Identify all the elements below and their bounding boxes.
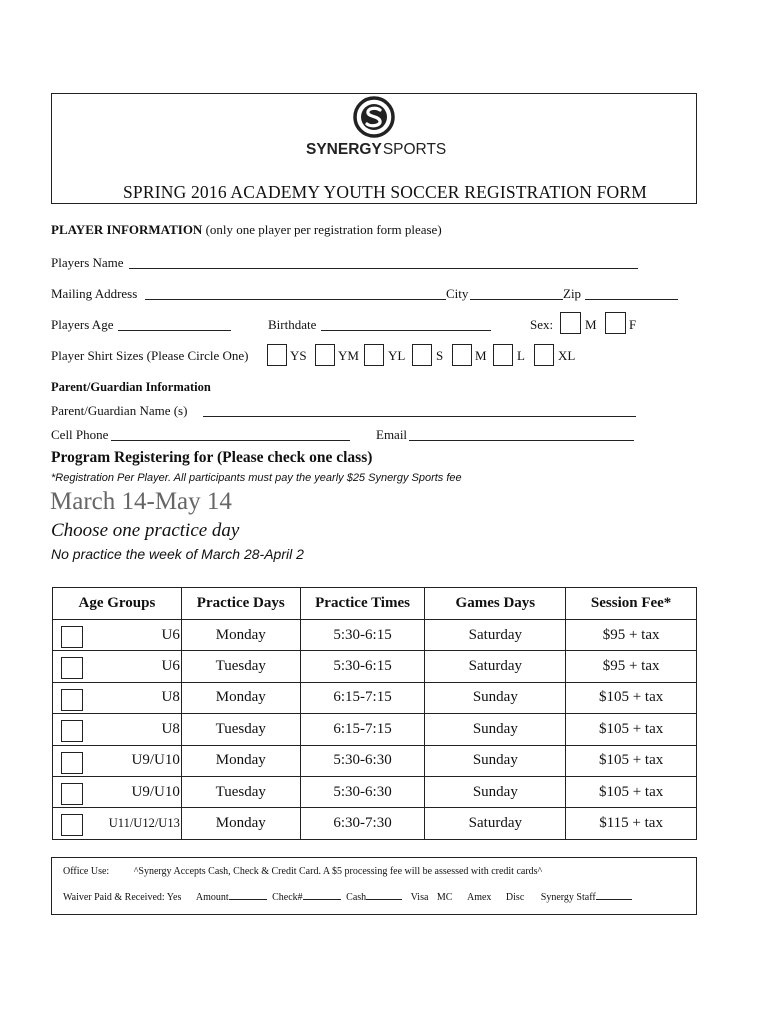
size-ym-checkbox[interactable] bbox=[315, 344, 335, 366]
table-row bbox=[53, 714, 697, 745]
no-practice-note: No practice the week of March 28-April 2 bbox=[51, 546, 304, 562]
office-use-label: Office Use: bbox=[63, 866, 110, 877]
session-fee: $105 + tax bbox=[566, 745, 697, 776]
game-day: Sunday bbox=[425, 714, 566, 745]
staff-field[interactable] bbox=[596, 891, 632, 900]
practice-day: Monday bbox=[181, 620, 300, 651]
guardian-heading: Parent/Guardian Information bbox=[51, 380, 211, 394]
size-ym-label: YM bbox=[338, 348, 359, 363]
registration-note: *Registration Per Player. All participants must pay the yearly $25 Synergy Sports fee bbox=[51, 472, 462, 484]
program-title: Program Registering for (Please check one class) bbox=[51, 449, 373, 466]
amount-label: Amount bbox=[195, 892, 229, 903]
cash-label: Cash bbox=[346, 892, 367, 903]
sex-m-label: M bbox=[585, 317, 597, 332]
player-info-note: (only one player per registration form please) bbox=[205, 222, 442, 237]
logo-text-bold: SYNERGY bbox=[306, 141, 382, 158]
practice-day: Tuesday bbox=[181, 651, 300, 682]
size-yl-checkbox[interactable] bbox=[364, 344, 384, 366]
game-day: Saturday bbox=[425, 620, 566, 651]
amount-field[interactable] bbox=[229, 891, 267, 900]
size-m-checkbox[interactable] bbox=[452, 344, 472, 366]
game-day: Sunday bbox=[425, 682, 566, 713]
office-row-1 bbox=[63, 866, 542, 877]
header-session-fee: Session Fee* bbox=[566, 588, 697, 620]
svg-text:SYNERGYSPORTS bbox=[306, 141, 446, 158]
session-fee: $105 + tax bbox=[566, 682, 697, 713]
mailing-address-field[interactable] bbox=[145, 299, 446, 300]
session-fee: $95 + tax bbox=[566, 651, 697, 682]
size-s-checkbox[interactable] bbox=[412, 344, 432, 366]
mailing-address-label: Mailing Address bbox=[51, 286, 138, 301]
sex-m-checkbox[interactable] bbox=[560, 312, 581, 334]
practice-time: 5:30-6:15 bbox=[300, 620, 425, 651]
class-checkbox[interactable] bbox=[61, 814, 83, 836]
session-fee: $105 + tax bbox=[566, 776, 697, 807]
schedule-header-row bbox=[53, 588, 697, 620]
schedule-table bbox=[52, 587, 697, 840]
class-checkbox[interactable] bbox=[61, 783, 83, 805]
players-age-field[interactable] bbox=[118, 330, 231, 331]
header-games-days: Games Days bbox=[425, 588, 566, 620]
practice-day: Monday bbox=[181, 808, 300, 839]
age-cell bbox=[53, 808, 182, 839]
size-ys-checkbox[interactable] bbox=[267, 344, 287, 366]
age-group: U6 bbox=[161, 626, 180, 643]
logo-text-light: SPORTS bbox=[382, 141, 447, 158]
game-day: Sunday bbox=[425, 776, 566, 807]
office-use-box bbox=[51, 857, 697, 915]
size-xl-checkbox[interactable] bbox=[534, 344, 554, 366]
session-fee: $95 + tax bbox=[566, 620, 697, 651]
header-age-groups: Age Groups bbox=[53, 588, 182, 620]
practice-day: Monday bbox=[181, 745, 300, 776]
age-group: U11/U12/U13 bbox=[108, 816, 180, 831]
check-field[interactable] bbox=[303, 891, 341, 900]
practice-time: 5:30-6:30 bbox=[300, 776, 425, 807]
waiver-label: Waiver Paid & Received: Yes bbox=[63, 892, 182, 903]
player-info-heading: PLAYER INFORMATION bbox=[51, 222, 203, 237]
size-yl-label: YL bbox=[388, 348, 406, 363]
shirt-sizes-label: Player Shirt Sizes (Please Circle One) bbox=[51, 348, 249, 363]
players-name-label: Players Name bbox=[51, 255, 124, 270]
player-info-heading-row bbox=[51, 222, 442, 238]
size-s-label: S bbox=[436, 348, 444, 363]
cell-phone-field[interactable] bbox=[111, 440, 350, 441]
age-group: U6 bbox=[161, 658, 180, 675]
disc-label: Disc bbox=[505, 892, 525, 903]
age-group: U9/U10 bbox=[131, 783, 180, 800]
table-row bbox=[53, 651, 697, 682]
cell-phone-label: Cell Phone bbox=[51, 427, 109, 442]
size-l-label: L bbox=[517, 348, 525, 363]
game-day: Saturday bbox=[425, 808, 566, 839]
class-checkbox[interactable] bbox=[61, 720, 83, 742]
payment-note: ^Synergy Accepts Cash, Check & Credit Card. A $5 processing fee will be assessed with credit cards^ bbox=[133, 866, 543, 877]
class-checkbox[interactable] bbox=[61, 752, 83, 774]
practice-day: Tuesday bbox=[181, 714, 300, 745]
form-title: SPRING 2016 ACADEMY YOUTH SOCCER REGISTRATION FORM bbox=[122, 182, 648, 202]
sex-f-label: F bbox=[629, 317, 637, 332]
class-checkbox[interactable] bbox=[61, 657, 83, 679]
birthdate-label: Birthdate bbox=[268, 317, 317, 332]
players-name-field[interactable] bbox=[129, 268, 638, 269]
sex-label: Sex: bbox=[530, 317, 554, 332]
session-fee: $105 + tax bbox=[566, 714, 697, 745]
session-fee: $115 + tax bbox=[566, 808, 697, 839]
age-cell bbox=[53, 714, 182, 745]
check-label: Check# bbox=[272, 892, 303, 903]
email-field[interactable] bbox=[409, 440, 634, 441]
age-cell bbox=[53, 651, 182, 682]
city-field[interactable] bbox=[470, 299, 563, 300]
zip-field[interactable] bbox=[585, 299, 678, 300]
age-cell bbox=[53, 745, 182, 776]
choose-practice-day: Choose one practice day bbox=[51, 520, 240, 541]
practice-time: 6:30-7:30 bbox=[300, 808, 425, 839]
office-row-2 bbox=[63, 891, 632, 903]
header-practice-days: Practice Days bbox=[181, 588, 300, 620]
size-m-label: M bbox=[475, 348, 487, 363]
age-group: U8 bbox=[161, 720, 180, 737]
session-dates: March 14-May 14 bbox=[50, 488, 232, 515]
practice-time: 6:15-7:15 bbox=[300, 682, 425, 713]
practice-time: 5:30-6:30 bbox=[300, 745, 425, 776]
zip-label: Zip bbox=[563, 286, 582, 301]
table-row bbox=[53, 808, 697, 839]
age-group: U8 bbox=[161, 689, 180, 706]
guardian-name-field[interactable] bbox=[203, 416, 636, 417]
game-day: Sunday bbox=[425, 745, 566, 776]
cash-field[interactable] bbox=[366, 891, 402, 900]
visa-label: Visa bbox=[410, 892, 429, 903]
players-age-label: Players Age bbox=[51, 317, 114, 332]
practice-day: Tuesday bbox=[181, 776, 300, 807]
size-l-checkbox[interactable] bbox=[493, 344, 513, 366]
practice-time: 5:30-6:15 bbox=[300, 651, 425, 682]
game-day: Saturday bbox=[425, 651, 566, 682]
age-group: U9/U10 bbox=[131, 752, 180, 769]
table-row bbox=[53, 682, 697, 713]
age-cell bbox=[53, 776, 182, 807]
email-label: Email bbox=[376, 427, 408, 442]
table-row bbox=[53, 776, 697, 807]
practice-day: Monday bbox=[181, 682, 300, 713]
synergy-sports-logo bbox=[304, 95, 454, 161]
sex-f-checkbox[interactable] bbox=[605, 312, 626, 334]
city-label: City bbox=[446, 286, 469, 301]
size-ys-label: YS bbox=[290, 348, 307, 363]
table-row bbox=[53, 620, 697, 651]
class-checkbox[interactable] bbox=[61, 626, 83, 648]
amex-label: Amex bbox=[466, 892, 492, 903]
birthdate-field[interactable] bbox=[321, 330, 491, 331]
class-checkbox[interactable] bbox=[61, 689, 83, 711]
staff-label: Synergy Staff bbox=[540, 892, 596, 903]
guardian-name-label: Parent/Guardian Name (s) bbox=[51, 403, 188, 418]
practice-time: 6:15-7:15 bbox=[300, 714, 425, 745]
age-cell bbox=[53, 682, 182, 713]
size-xl-label: XL bbox=[558, 348, 576, 363]
header-practice-times: Practice Times bbox=[300, 588, 425, 620]
age-cell bbox=[53, 620, 182, 651]
table-row bbox=[53, 745, 697, 776]
mc-label: MC bbox=[436, 892, 453, 903]
